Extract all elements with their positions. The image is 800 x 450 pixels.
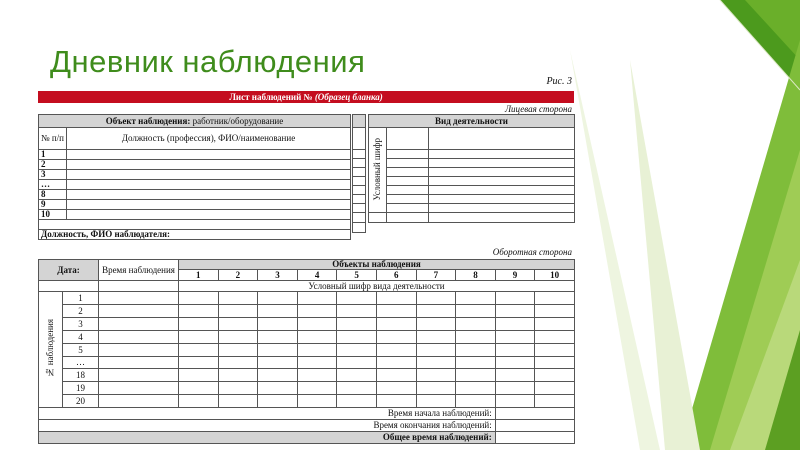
front-side-label: Лицевая сторона [504, 104, 572, 114]
form-banner [38, 91, 574, 103]
observation-form [38, 76, 574, 446]
back-row-number: 2 [63, 305, 99, 318]
num-header: № п/п [39, 128, 67, 150]
front-row-number: 9 [39, 200, 67, 210]
front-row-number: … [39, 180, 67, 190]
front-row-cell [67, 160, 351, 170]
object-number: 10 [535, 270, 575, 281]
conditional-code-label: Условный шифр [372, 137, 382, 201]
front-row-cell [67, 190, 351, 200]
total-time-label: Общее время наблюдений: [39, 432, 496, 444]
back-row-number: 20 [63, 395, 99, 408]
front-row-cell [67, 210, 351, 220]
front-row-cell [67, 150, 351, 160]
objects-header: Объекты наблюдения [179, 260, 575, 270]
back-row-number: 4 [63, 331, 99, 344]
start-time-value [495, 408, 574, 420]
activity-header: Вид деятельности [369, 115, 575, 128]
front-row-number: 1 [39, 150, 67, 160]
back-row-number: 3 [63, 318, 99, 331]
slide-title: Дневник наблюдения [50, 44, 366, 79]
front-row-number: 3 [39, 170, 67, 180]
object-number: 7 [416, 270, 456, 281]
object-number: 9 [495, 270, 535, 281]
object-number: 4 [297, 270, 337, 281]
back-row-number: 1 [63, 292, 99, 305]
date-label: Дата: [39, 260, 99, 281]
blank-cell [39, 281, 99, 292]
back-row-number: … [63, 357, 99, 369]
start-time-label: Время начала наблюдений: [39, 408, 496, 420]
object-number: 8 [456, 270, 496, 281]
front-row-number: 2 [39, 160, 67, 170]
front-row-cell [67, 200, 351, 210]
front-row-number: 8 [39, 190, 67, 200]
end-time-label: Время окончания наблюдений: [39, 420, 496, 432]
blank-cell [99, 281, 179, 292]
front-row-cell [67, 170, 351, 180]
back-row-number: 18 [63, 369, 99, 382]
figure-label: Рис. 3 [546, 76, 572, 87]
decorative-green-shapes [570, 0, 800, 450]
object-table [38, 114, 351, 240]
time-label: Время наблюдения [99, 260, 179, 281]
object-header: Объект наблюдения: работник/оборудование [39, 115, 351, 128]
banner-note: (Образец бланка) [314, 92, 383, 102]
observations-table [38, 259, 575, 444]
end-time-value [495, 420, 574, 432]
position-header: Должность (профессия), ФИО/наименование [67, 128, 351, 150]
object-number: 5 [337, 270, 377, 281]
front-row-number: 10 [39, 210, 67, 220]
object-number: 1 [179, 270, 219, 281]
front-row-cell [67, 180, 351, 190]
activity-code-header: Условный шифр вида деятельности [179, 281, 575, 292]
activity-table [368, 114, 575, 223]
back-row-number: 5 [63, 344, 99, 357]
total-time-value [495, 432, 574, 444]
spacer-column [352, 114, 366, 233]
conditional-code-cell [369, 128, 387, 213]
observer-label: Должность, ФИО наблюдателя: [39, 230, 351, 240]
object-number: 6 [376, 270, 416, 281]
object-number: 3 [258, 270, 298, 281]
back-side-label: Оборотная сторона [492, 247, 572, 257]
banner-title: Лист наблюдений № [229, 92, 313, 102]
back-row-number: 19 [63, 382, 99, 395]
obs-number-label: № наблюдения [45, 319, 55, 378]
object-number: 2 [218, 270, 258, 281]
blank-row [39, 220, 351, 230]
obs-number-cell [39, 292, 63, 408]
